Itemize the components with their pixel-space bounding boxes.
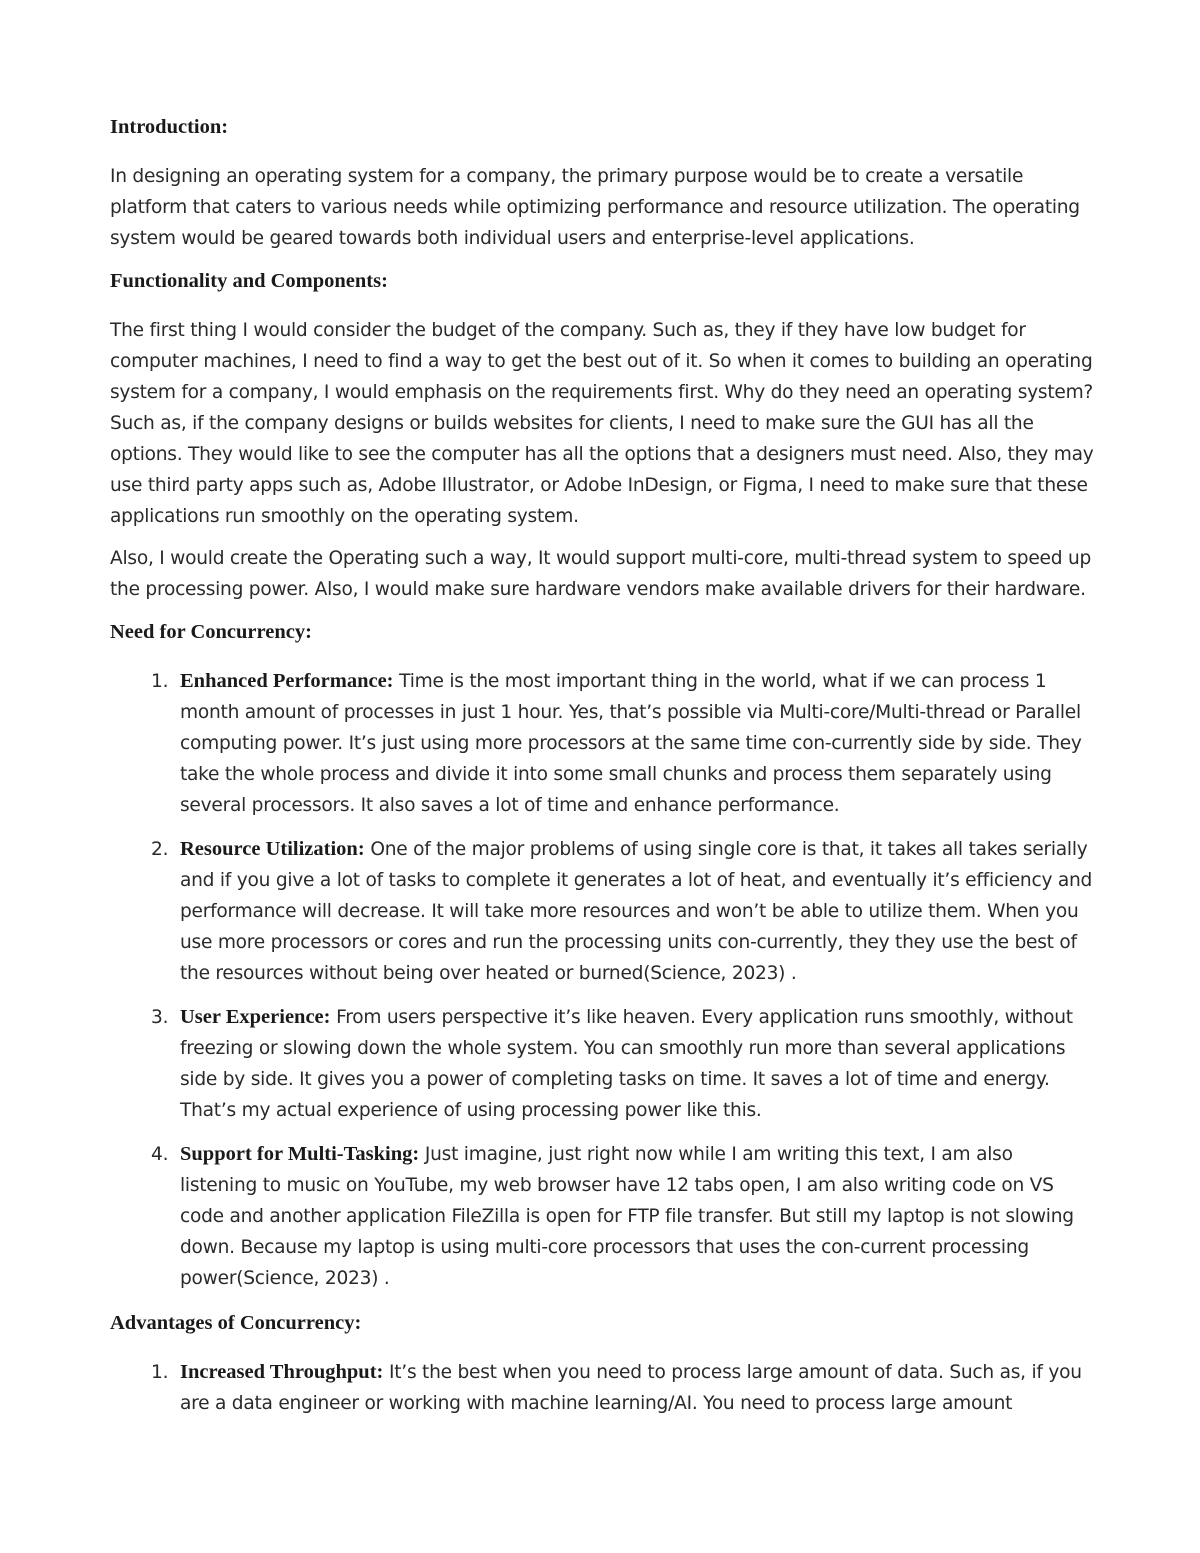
intro-heading: Introduction: xyxy=(110,116,229,138)
list-number: 4. xyxy=(151,1144,169,1165)
document-page xyxy=(110,112,1095,1433)
functionality-heading: Functionality and Components: xyxy=(110,270,388,292)
need-heading: Need for Concurrency: xyxy=(110,621,312,643)
list-number: 1. xyxy=(151,1362,169,1383)
item-term: User Experience: xyxy=(180,1006,331,1028)
list-number: 3. xyxy=(151,1007,169,1028)
list-number: 2. xyxy=(151,839,169,860)
item-text: From users perspective it’s like heaven. Every application runs smoothly, without freezing or slowing down the whole system. You can smoothly run more than several applications side by side. It gives you a power of completing tasks on time. It saves a lot of time and energy. That’s my actual experience of using processing power like this. xyxy=(180,1007,1073,1121)
item-term: Resource Utilization: xyxy=(180,838,365,860)
need-list xyxy=(110,666,1095,1294)
functionality-paragraph-2: Also, I would create the Operating such a way, It would support multi-core, multi-thread system to speed up the processing power. Also, I would make sure hardware vendors make available drivers for their hardware. xyxy=(110,548,1092,600)
item-term: Support for Multi-Tasking: xyxy=(180,1143,420,1165)
list-item xyxy=(110,834,1095,989)
list-item xyxy=(110,1139,1095,1294)
item-text: One of the major problems of using single core is that, it takes all takes serially and if you give a lot of tasks to complete it generates a lot of heat, and eventually it’s efficiency and performance will decrease. It will take more resources and won’t be able to utilize them. When you use more processors or cores and run the processing units con-currently, they they use the best of the resources without being over heated or burned(Science, 2023) . xyxy=(180,839,1093,984)
advantages-heading: Advantages of Concurrency: xyxy=(110,1312,362,1334)
item-term: Enhanced Performance: xyxy=(180,670,394,692)
item-term: Increased Throughput: xyxy=(180,1361,384,1383)
intro-paragraph: In designing an operating system for a company, the primary purpose would be to create a versatile platform that caters to various needs while optimizing performance and resource utilization. The operating system would be geared towards both individual users and enterprise-level applications. xyxy=(110,166,1080,249)
list-item xyxy=(110,1002,1095,1126)
item-text: Time is the most important thing in the world, what if we can process 1 month amount of processes in just 1 hour. Yes, that’s possible via Multi-core/Multi-thread or Parallel computing power. It’s just using more processors at the same time con-currently side by side. They take the whole process and divide it into some small chunks and process them separately using several processors. It also saves a lot of time and enhance performance. xyxy=(180,671,1082,816)
advantages-list xyxy=(110,1357,1095,1419)
list-item xyxy=(110,666,1095,821)
item-text: It’s the best when you need to process large amount of data. Such as, if you are a data engineer or working with machine learning/AI. You need to process large amount xyxy=(180,1362,1082,1414)
functionality-paragraph-1: The first thing I would consider the budget of the company. Such as, they if they have low budget for computer machines, I need to find a way to get the best out of it. So when it comes to building an operating system for a company, I would emphasis on the requirements first. Why do they need an operating system? Such as, if the company designs or builds websites for clients, I need to make sure the GUI has all the options. They would like to see the computer has all the options that a designers must need. Also, they may use third party apps such as, Adobe Illustrator, or Adobe InDesign, or Figma, I need to make sure that these applications run smoothly on the operating system. xyxy=(110,320,1094,527)
list-item xyxy=(110,1357,1095,1419)
list-number: 1. xyxy=(151,671,169,692)
item-text: Just imagine, just right now while I am writing this text, I am also listening to music on YouTube, my web browser have 12 tabs open, I am also writing code on VS code and another application FileZilla is open for FTP file transfer. But still my laptop is not slowing down. Because my laptop is using multi-core processors that uses the con-current processing power(Science, 2023) . xyxy=(180,1144,1074,1289)
